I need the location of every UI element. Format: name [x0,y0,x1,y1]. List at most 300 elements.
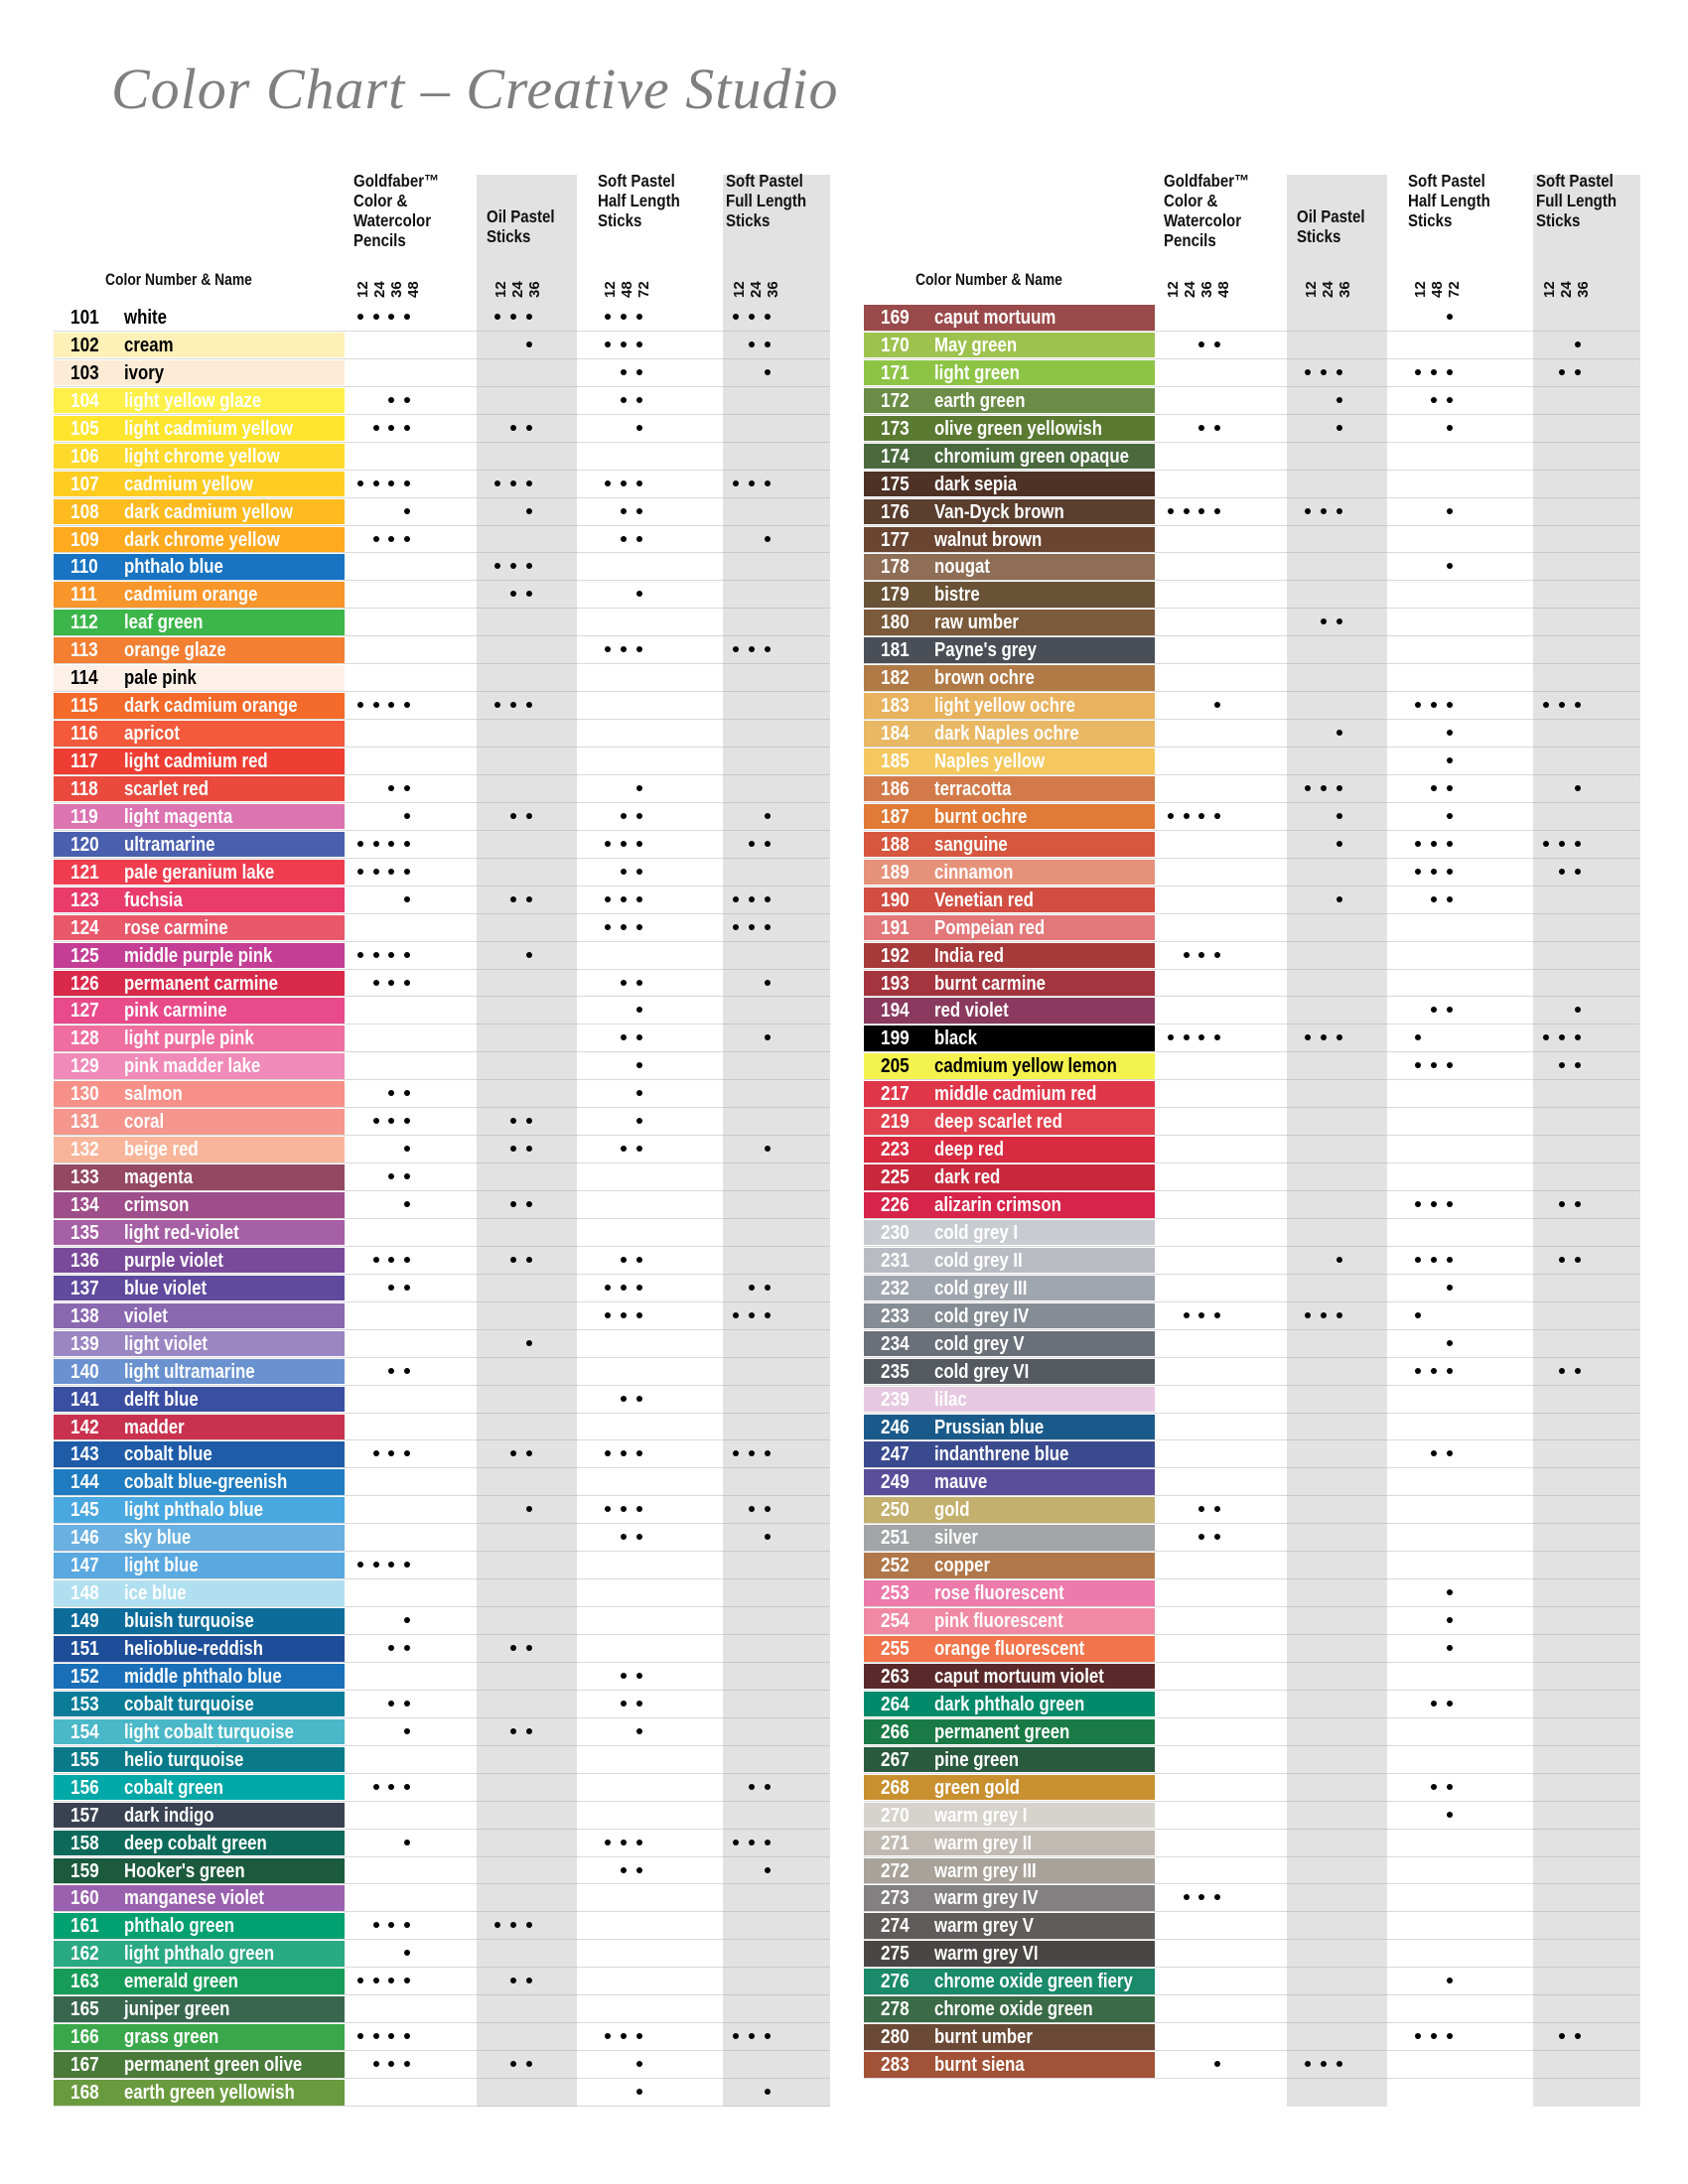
availability-dot [510,1978,516,1983]
availability-dot [621,2033,627,2039]
availability-dot [526,1978,532,1983]
availability-dot [1447,1589,1453,1595]
availability-dot [1184,1894,1190,1900]
availability-dot [1198,425,1204,431]
size-label: 72 [635,281,652,298]
color-swatch [54,1220,345,1246]
color-row [54,803,830,831]
availability-dot [526,591,532,597]
color-name: brown ochre [934,667,1035,690]
color-number: 108 [70,500,99,523]
color-swatch [864,2052,1155,2078]
color-name: deep cobalt green [124,1832,267,1854]
availability-dot [388,536,394,542]
color-swatch [54,637,345,663]
color-swatch [54,527,345,553]
color-name: light phthalo blue [124,1499,263,1522]
size-label: 24 [509,281,526,298]
availability-dot [373,1784,379,1790]
availability-dot [1447,397,1453,403]
color-name: chrome oxide green [934,1998,1093,2021]
color-swatch [54,915,345,941]
availability-dot [388,314,394,320]
color-number: 180 [881,612,910,634]
availability-dot [1336,813,1342,819]
color-row [54,1275,830,1302]
availability-dot [404,1118,410,1124]
column-group-title-line: Half Length [598,191,680,210]
availability-dot [605,1312,611,1318]
color-row [864,1830,1640,1857]
color-row [864,1496,1640,1524]
availability-dot [1198,1506,1204,1512]
color-swatch [864,388,1155,414]
color-swatch [864,998,1155,1024]
column-group-title-pencils [353,171,439,250]
availability-dot [1336,2061,1342,2067]
color-swatch [864,776,1155,802]
color-swatch [864,637,1155,663]
availability-dot [1447,1368,1453,1374]
availability-dot [1575,1007,1581,1013]
color-swatch [864,1608,1155,1634]
availability-dot [1447,1062,1453,1068]
availability-dot [1447,813,1453,819]
size-labels-full [1541,264,1592,298]
availability-dot [636,1840,642,1845]
color-number: 101 [70,307,99,329]
color-row [54,775,830,803]
availability-dot [526,1450,532,1456]
color-name: manganese violet [124,1887,264,1910]
color-name: beige red [124,1139,199,1161]
availability-dot [1431,1701,1437,1706]
availability-dot [621,646,627,652]
color-swatch [864,1497,1155,1523]
color-row [54,1496,830,1524]
availability-dot [1447,1617,1453,1623]
color-number: 166 [70,2026,99,2049]
availability-dot [1431,841,1437,847]
color-number: 105 [70,417,99,440]
column-group-title-line: Full Length [726,191,807,210]
size-label: 36 [1575,281,1592,298]
size-labels-half [1412,264,1463,298]
color-swatch [54,1996,345,2022]
availability-dot [373,869,379,875]
color-number: 263 [881,1665,910,1688]
color-number: 255 [881,1638,910,1660]
color-swatch [864,1525,1155,1551]
color-row [864,609,1640,636]
color-row [54,553,830,581]
availability-dot [765,841,771,847]
availability-dot [605,314,611,320]
availability-dot [1575,1257,1581,1263]
color-number: 276 [881,1971,910,1993]
color-swatch [54,943,345,969]
size-label: 36 [388,281,405,298]
color-name: dark cadmium orange [124,695,298,718]
color-name: Van-Dyck brown [934,500,1064,523]
availability-dot [388,1118,394,1124]
availability-dot [357,2033,363,2039]
availability-dot [1447,757,1453,763]
color-name: chromium green opaque [934,445,1130,468]
color-swatch [864,1109,1155,1135]
color-swatch [54,1858,345,1884]
size-label: 24 [748,281,765,298]
color-number: 226 [881,1194,910,1216]
color-row [54,1579,830,1607]
availability-dot [636,1534,642,1540]
column-group-title-line: Oil Pastel [1297,206,1365,226]
availability-dot [494,480,500,486]
color-name: permanent green olive [124,2054,303,2077]
color-swatch [864,860,1155,886]
availability-dot [636,369,642,375]
color-rows [54,304,830,2107]
availability-dot [510,1146,516,1152]
availability-dot [1336,508,1342,514]
color-swatch [864,416,1155,442]
availability-dot [621,314,627,320]
color-number: 134 [70,1194,99,1216]
color-swatch [864,887,1155,913]
availability-dot [1575,2033,1581,2039]
color-number: 133 [70,1166,99,1189]
color-name: cold grey I [934,1221,1019,1244]
color-number: 169 [881,307,910,329]
color-number: 233 [881,1304,910,1327]
column-group-title-full [726,171,806,230]
color-row [54,609,830,636]
size-label: 12 [1303,281,1320,298]
column-group-title-line: Color & [353,191,408,210]
availability-dot [765,980,771,986]
color-swatch [54,1885,345,1911]
availability-dot [1168,813,1174,819]
color-number: 113 [70,639,98,662]
availability-dot [621,1396,627,1402]
color-swatch [54,693,345,719]
color-number: 184 [881,723,910,746]
color-name: cobalt turquoise [124,1693,254,1715]
color-row [54,1857,830,1885]
availability-dot [1447,508,1453,514]
size-label: 36 [526,281,543,298]
availability-dot [733,1450,739,1456]
availability-dot [621,1673,627,1679]
availability-dot [621,1840,627,1845]
availability-dot [1575,1368,1581,1374]
color-name: phthalo green [124,1915,235,1938]
color-swatch [864,1664,1155,1690]
column-group-title-line: Sticks [487,226,531,246]
availability-dot [404,425,410,431]
availability-dot [1559,841,1565,847]
color-row [54,1358,830,1386]
color-number: 178 [881,556,910,579]
availability-dot [749,480,755,486]
color-name: ivory [124,361,165,384]
color-number: 254 [881,1610,910,1633]
color-number: 111 [70,584,97,607]
availability-dot [1447,702,1453,708]
availability-dot [1168,508,1174,514]
color-name: ice blue [124,1582,187,1605]
availability-dot [1575,341,1581,347]
color-row [54,1635,830,1663]
availability-dot [733,924,739,930]
column-group-title-pencils [1164,171,1249,250]
availability-dot [1198,1534,1204,1540]
availability-dot [1543,1034,1549,1040]
color-number: 177 [881,528,910,551]
availability-dot [388,1090,394,1096]
availability-dot [1559,702,1565,708]
availability-dot [510,702,516,708]
color-row [54,859,830,887]
availability-dot [765,646,771,652]
color-row [54,471,830,498]
color-name: cold grey V [934,1332,1025,1355]
color-number: 175 [881,473,910,495]
color-row [54,1024,830,1052]
color-name: copper [934,1555,991,1577]
color-swatch [864,749,1155,774]
availability-dot [373,1922,379,1928]
availability-dot [388,980,394,986]
availability-dot [1415,1312,1421,1318]
color-number: 217 [881,1083,910,1106]
color-name: light ultramarine [124,1360,255,1383]
color-rows [864,304,1640,2079]
availability-dot [1415,1257,1421,1263]
color-number: 147 [70,1555,99,1577]
color-swatch [54,1109,345,1135]
color-swatch [864,305,1155,331]
color-name: pink carmine [124,1000,227,1023]
color-swatch [54,860,345,886]
color-name: leaf green [124,612,204,634]
size-label: 12 [602,281,619,298]
availability-dot [404,2061,410,2067]
color-name: cold grey IV [934,1304,1030,1327]
availability-dot [510,314,516,320]
availability-dot [1447,730,1453,736]
color-row [54,887,830,914]
availability-dot [388,1285,394,1291]
availability-dot [1214,1312,1220,1318]
color-swatch [54,1415,345,1440]
color-name: white [124,307,167,329]
color-swatch [54,832,345,858]
availability-dot [1321,369,1327,375]
color-number: 130 [70,1083,99,1106]
color-row [54,748,830,775]
color-name: pine green [934,1748,1019,1771]
availability-dot [404,1728,410,1734]
availability-dot [526,2061,532,2067]
availability-dot [1431,1368,1437,1374]
availability-dot [404,2033,410,2039]
availability-dot [605,2033,611,2039]
color-name: dark indigo [124,1804,214,1827]
color-row [864,1330,1640,1358]
color-swatch [54,1469,345,1495]
availability-dot [765,1534,771,1540]
availability-dot [621,1146,627,1152]
availability-dot [388,869,394,875]
color-number: 151 [70,1638,99,1660]
color-number: 191 [881,916,910,939]
availability-dot [357,702,363,708]
availability-dot [388,1701,394,1706]
color-number: 239 [881,1388,910,1411]
color-swatch [864,1996,1155,2022]
color-number: 117 [70,751,98,772]
color-name: earth green yellowish [124,2082,295,2104]
availability-dot [404,896,410,902]
availability-dot [1431,869,1437,875]
availability-dot [636,1867,642,1873]
color-row [864,803,1640,831]
color-name: scarlet red [124,777,209,800]
availability-dot [636,1285,642,1291]
column-group-title-line: Pencils [1164,230,1216,250]
availability-dot [1447,1645,1453,1651]
color-name: permanent carmine [124,972,278,995]
size-label: 48 [619,281,635,298]
availability-dot [404,1450,410,1456]
availability-dot [621,813,627,819]
availability-dot [1447,841,1453,847]
availability-dot [636,1701,642,1706]
color-swatch [54,1941,345,1967]
color-number: 138 [70,1304,99,1327]
availability-dot [636,785,642,791]
availability-dot [1214,508,1220,514]
size-label: 24 [371,281,388,298]
availability-dot [636,1146,642,1152]
color-swatch [864,915,1155,941]
color-number: 232 [881,1277,910,1299]
color-swatch [54,1276,345,1301]
color-name: terracotta [934,777,1012,800]
color-row [54,1386,830,1414]
color-number: 264 [881,1693,910,1715]
color-row [864,1524,1640,1552]
availability-dot [1431,1257,1437,1263]
color-swatch [864,804,1155,830]
availability-dot [373,1257,379,1263]
color-swatch [864,1553,1155,1578]
availability-dot [388,1562,394,1568]
color-name: cadmium orange [124,584,258,607]
color-name: dark cadmium yellow [124,500,293,523]
availability-dot [621,1701,627,1706]
availability-dot [526,1506,532,1512]
color-name: warm grey VI [934,1943,1039,1966]
availability-dot [636,1090,642,1096]
availability-dot [1559,1257,1565,1263]
availability-dot [1447,1978,1453,1983]
color-number: 131 [70,1111,99,1134]
availability-dot [1415,1034,1421,1040]
availability-dot [1336,896,1342,902]
color-name: burnt carmine [934,972,1047,995]
color-row [864,1746,1640,1774]
size-labels-pencils [354,264,422,298]
availability-dot [388,785,394,791]
color-name: light violet [124,1332,208,1355]
color-number: 249 [881,1471,910,1494]
color-number: 112 [70,612,98,634]
availability-dot [494,563,500,569]
color-row [864,1663,1640,1691]
availability-dot [1559,2033,1565,2039]
availability-dot [1198,813,1204,819]
availability-dot [1321,785,1327,791]
availability-dot [749,1312,755,1318]
color-name: light yellow glaze [124,389,262,412]
availability-dot [526,952,532,958]
color-number: 114 [70,667,98,690]
availability-dot [510,1118,516,1124]
color-number: 123 [70,888,99,911]
color-number: 109 [70,528,99,551]
color-swatch [54,1359,345,1385]
column-group-title-line: Soft Pastel [598,171,675,191]
color-swatch [864,693,1155,719]
color-swatch [864,1636,1155,1662]
color-swatch [54,1831,345,1856]
color-number: 146 [70,1527,99,1550]
availability-dot [510,591,516,597]
availability-dot [1575,1201,1581,1207]
availability-dot [526,425,532,431]
color-name: Naples yellow [934,751,1046,772]
availability-dot [526,1728,532,1734]
availability-dot [373,480,379,486]
size-label: 36 [1198,281,1215,298]
availability-dot [621,869,627,875]
availability-dot [621,1867,627,1873]
availability-dot [494,314,500,320]
color-name: light red-violet [124,1221,239,1244]
availability-dot [388,702,394,708]
color-name: cold grey III [934,1277,1028,1299]
color-name: pale geranium lake [124,861,275,884]
color-name: madder [124,1416,185,1438]
color-name: gold [934,1499,970,1522]
availability-dot [1431,397,1437,403]
availability-dot [636,1118,642,1124]
availability-dot [494,702,500,708]
availability-dot [404,536,410,542]
availability-dot [1415,869,1421,875]
color-row [864,526,1640,554]
availability-dot [1431,1062,1437,1068]
color-row [54,1440,830,1468]
availability-dot [1184,952,1190,958]
availability-dot [510,1201,516,1207]
size-label: 72 [1446,281,1463,298]
color-swatch [864,1858,1155,1884]
color-number: 103 [70,361,99,384]
color-row [54,1830,830,1857]
